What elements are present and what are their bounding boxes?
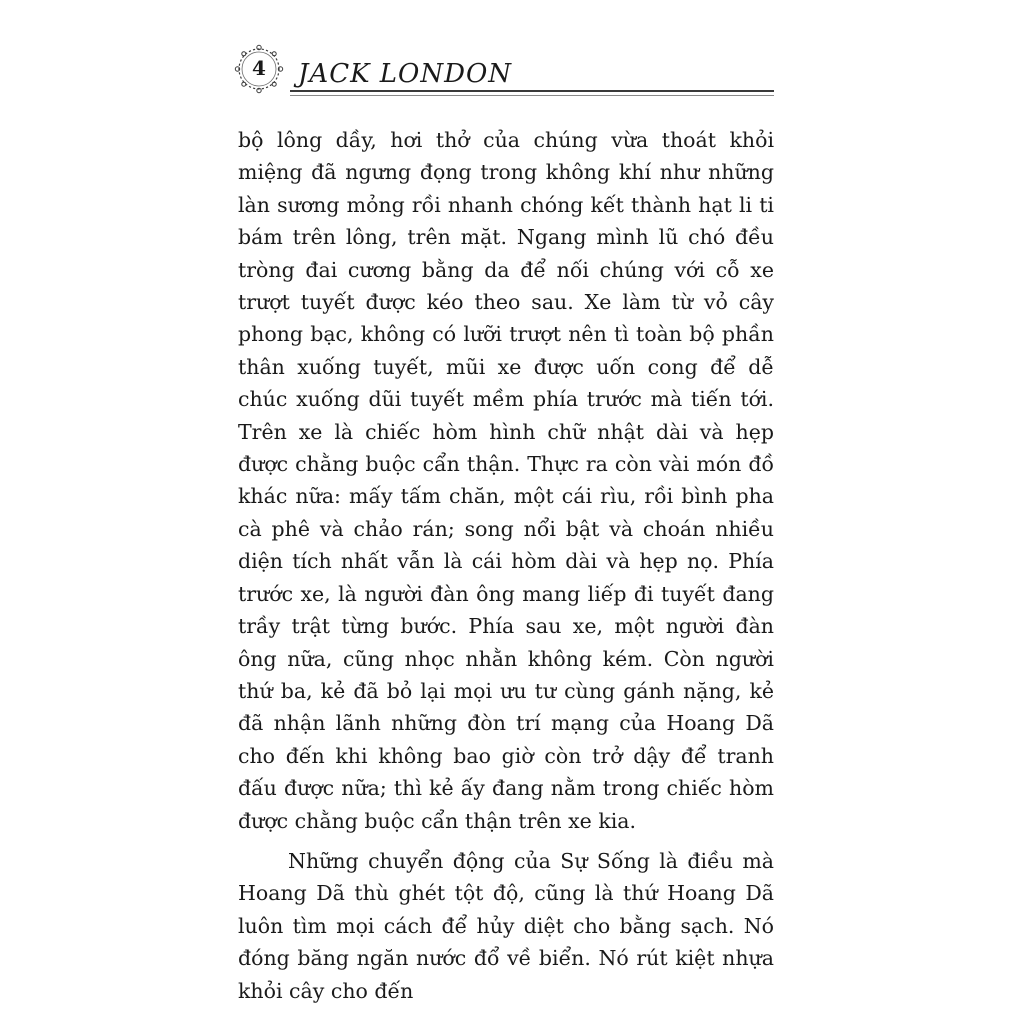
page-number: 4 (252, 56, 266, 80)
paragraph-2: Những chuyển động của Sự Sống là điều mà Hoang Dã thù ghét tột độ, cũng là thứ Hoang Dã luôn tìm mọi cách để hủy diệt cho bằng sạch. Nó đóng băng ngăn nước đổ về biển. Nó rút kiệt nhựa khỏi cây cho đến (238, 848, 774, 1003)
running-header (232, 40, 774, 100)
paragraph-1: bộ lông dầy, hơi thở của chúng vừa thoát khỏi miệng đã ngưng đọng trong không khí như những làn sương mỏng rồi nhanh chóng kết thành hạt li ti bám trên lông, trên mặt. Ngang mình lũ chó đều tròng đai cương bằng da để nối chúng với cỗ xe trượt tuyết được kéo theo sau. Xe làm từ vỏ cây phong bạc, không có lưỡi trượt nên tì toàn bộ phần thân xuống tuyết, mũi xe được uốn cong để dễ chúc xuống dũi tuyết mềm phía trước mà tiến tới. Trên xe là chiếc hòm hình chữ nhật dài và hẹp được chằng buộc cẩn thận. Thực ra còn vài món đồ khác nữa: mấy tấm chăn, một cái rìu, rồi bình pha cà phê và chảo rán; song nổi bật và choán nhiều diện tích nhất vẫn là cái hòm dài và hẹp nọ. Phía trước xe, là người đàn ông mang liếp đi tuyết đang trầy trật từng bước. Phía sau xe, một người đàn ông nữa, cũng nhọc nhằn không kém. Còn người thứ ba, kẻ đã bỏ lại mọi ưu tư cùng gánh nặng, kẻ đã nhận lãnh những đòn trí mạng của Hoang Dã cho đến khi không bao giờ còn trở dậy để tranh đấu được nữa; thì kẻ ấy đang nằm trong chiếc hòm được chằng buộc cẩn thận trên xe kia. (238, 128, 774, 833)
page-body-text (238, 124, 774, 1007)
header-rule-thin (290, 95, 774, 96)
page-number-badge (234, 44, 284, 94)
running-header-author: JACK LONDON (298, 59, 513, 89)
header-rule-thick (290, 90, 774, 92)
